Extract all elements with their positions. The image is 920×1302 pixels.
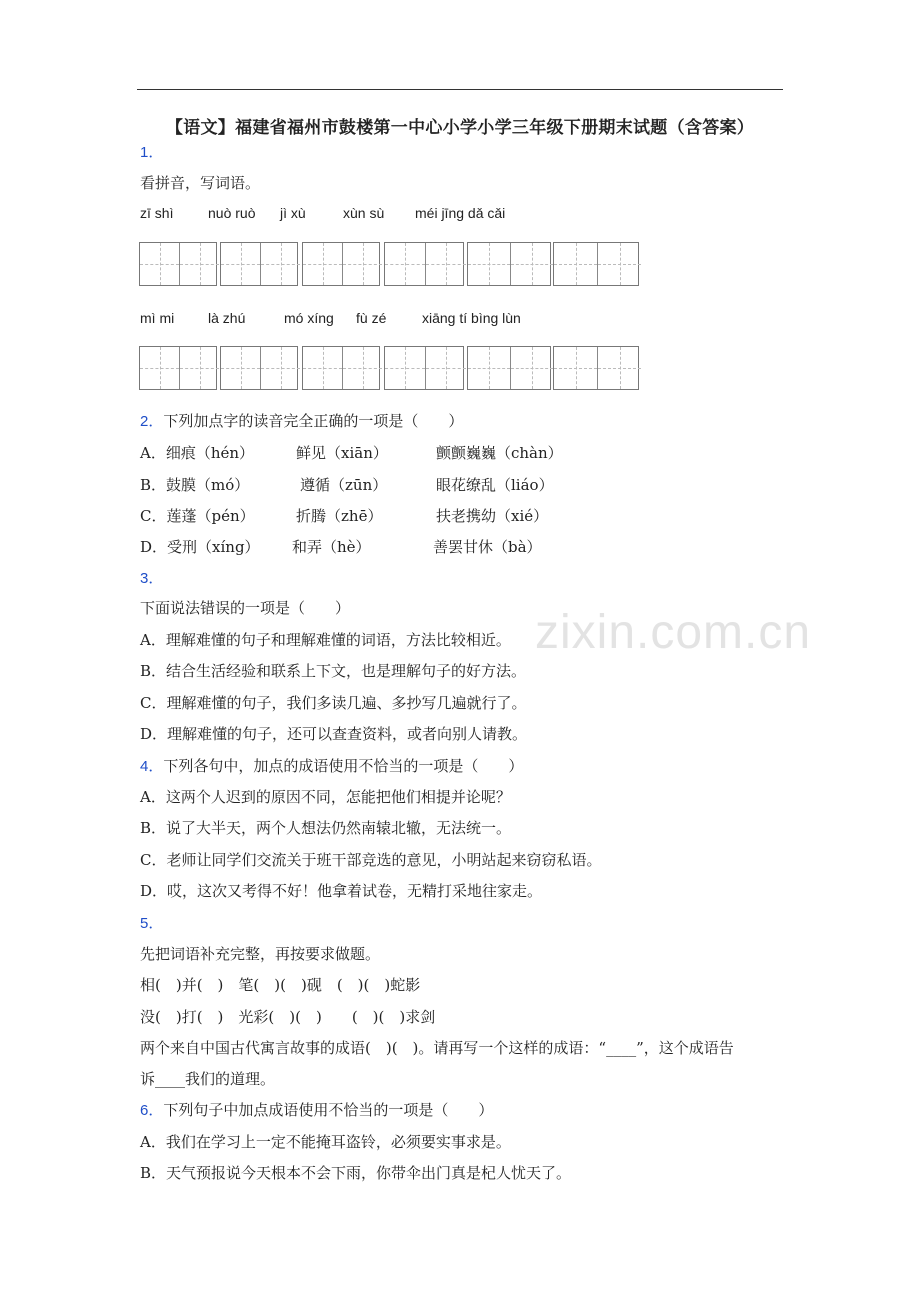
- q2-option-c3: 扶老携幼（xié）: [436, 507, 549, 525]
- q5-task-line-1[interactable]: 两个来自中国古代寓言故事的成语( )( )。请再写一个这样的成语：“____”，这个成语告: [140, 1039, 734, 1057]
- answer-box[interactable]: [467, 346, 551, 390]
- q5-idiom-line-2[interactable]: 没( )打( ) 光彩( )( ) ( )( )求剑: [140, 1008, 436, 1026]
- answer-box[interactable]: [220, 242, 298, 286]
- answer-box[interactable]: [302, 242, 380, 286]
- q4-option-b[interactable]: B．说了大半天，两个人想法仍然南辕北辙，无法统一。: [140, 819, 512, 837]
- q3-prompt: 下面说法错误的一项是（ ）: [140, 599, 351, 617]
- q4-question: 4．下列各句中，加点的成语使用不恰当的一项是（ ）: [140, 757, 524, 775]
- q5-task-line-2[interactable]: 诉____我们的道理。: [140, 1070, 276, 1088]
- q3-option-c[interactable]: C．理解难懂的句子，我们多读几遍、多抄写几遍就行了。: [140, 694, 527, 712]
- q3-option-d[interactable]: D．理解难懂的句子，还可以查查资料，或者向别人请教。: [140, 725, 528, 743]
- q2-option-d2: 和弄（hè）: [292, 538, 371, 556]
- q1-prompt: 看拼音，写词语。: [140, 174, 261, 192]
- q2-option-d3: 善罢甘休（bà）: [433, 538, 542, 556]
- q2-option-a3: 颤颤巍巍（chàn）: [436, 444, 563, 462]
- answer-box[interactable]: [302, 346, 380, 390]
- q6-question: 6．下列句子中加点成语使用不恰当的一项是（ ）: [140, 1101, 494, 1119]
- answer-box[interactable]: [553, 346, 639, 390]
- answer-box[interactable]: [139, 346, 217, 390]
- q2-option-a2: 鲜见（xiān）: [296, 444, 388, 462]
- q2-option-d1[interactable]: D．受刑（xíng）: [140, 538, 260, 556]
- q4-option-d[interactable]: D．哎，这次又考得不好！他拿着试卷，无精打采地往家走。: [140, 882, 543, 900]
- watermark: zixin.com.cn: [535, 606, 812, 659]
- q4-option-a[interactable]: A．这两个人迟到的原因不同，怎能把他们相提并论呢？: [140, 788, 511, 806]
- q2-option-c1[interactable]: C．莲蓬（pén）: [140, 507, 255, 525]
- answer-box[interactable]: [220, 346, 298, 390]
- pinyin-1: zī shì: [140, 205, 174, 221]
- answer-box[interactable]: [384, 242, 464, 286]
- q4-option-c[interactable]: C．老师让同学们交流关于班干部竞选的意见，小明站起来窃窃私语。: [140, 851, 602, 869]
- pinyin-7: là zhú: [208, 310, 246, 326]
- q5-prompt: 先把词语补充完整，再按要求做题。: [140, 945, 381, 963]
- top-rule: [137, 89, 783, 90]
- q2-option-c2: 折腾（zhē）: [296, 507, 383, 525]
- answer-box[interactable]: [467, 242, 551, 286]
- q5-number: 5．: [140, 915, 164, 932]
- pinyin-4: xùn sù: [343, 205, 385, 221]
- q3-number: 3．: [140, 570, 164, 587]
- q3-option-a[interactable]: A．理解难懂的句子和理解难懂的词语，方法比较相近。: [140, 631, 511, 649]
- q1-number: 1．: [140, 144, 164, 161]
- q2-option-b2: 遵循（zūn）: [300, 476, 388, 494]
- pinyin-10: xiāng tí bìng lùn: [422, 310, 521, 326]
- pinyin-9: fù zé: [356, 310, 387, 326]
- q2-option-a1[interactable]: A．细痕（hén）: [140, 444, 255, 462]
- pinyin-3: jì xù: [280, 205, 306, 221]
- q3-option-b[interactable]: B．结合生活经验和联系上下文，也是理解句子的好方法。: [140, 662, 527, 680]
- answer-grid-row-2: [139, 346, 639, 392]
- answer-box[interactable]: [139, 242, 217, 286]
- q2-option-b3: 眼花缭乱（liáo）: [436, 476, 554, 494]
- q6-option-b[interactable]: B．天气预报说今天根本不会下雨，你带伞出门真是杞人忧天了。: [140, 1164, 572, 1182]
- q2-question: 2．下列加点字的读音完全正确的一项是（ ）: [140, 412, 464, 430]
- answer-grid-row-1: [139, 242, 639, 288]
- answer-box[interactable]: [553, 242, 639, 286]
- q6-option-a[interactable]: A．我们在学习上一定不能掩耳盗铃，必须要实事求是。: [140, 1133, 511, 1151]
- pinyin-5: méi jīng dǎ cǎi: [415, 205, 506, 221]
- pinyin-8: mó xíng: [284, 310, 334, 326]
- page-title: 【语文】福建省福州市鼓楼第一中心小学小学三年级下册期末试题（含答案）: [165, 118, 755, 138]
- pinyin-2: nuò ruò: [208, 205, 256, 221]
- q5-idiom-line-1[interactable]: 相( )并( ) 笔( )( )砚 ( )( )蛇影: [140, 976, 421, 994]
- q2-option-b1[interactable]: B．鼓膜（mó）: [140, 476, 250, 494]
- pinyin-6: mì mi: [140, 310, 175, 326]
- answer-box[interactable]: [384, 346, 464, 390]
